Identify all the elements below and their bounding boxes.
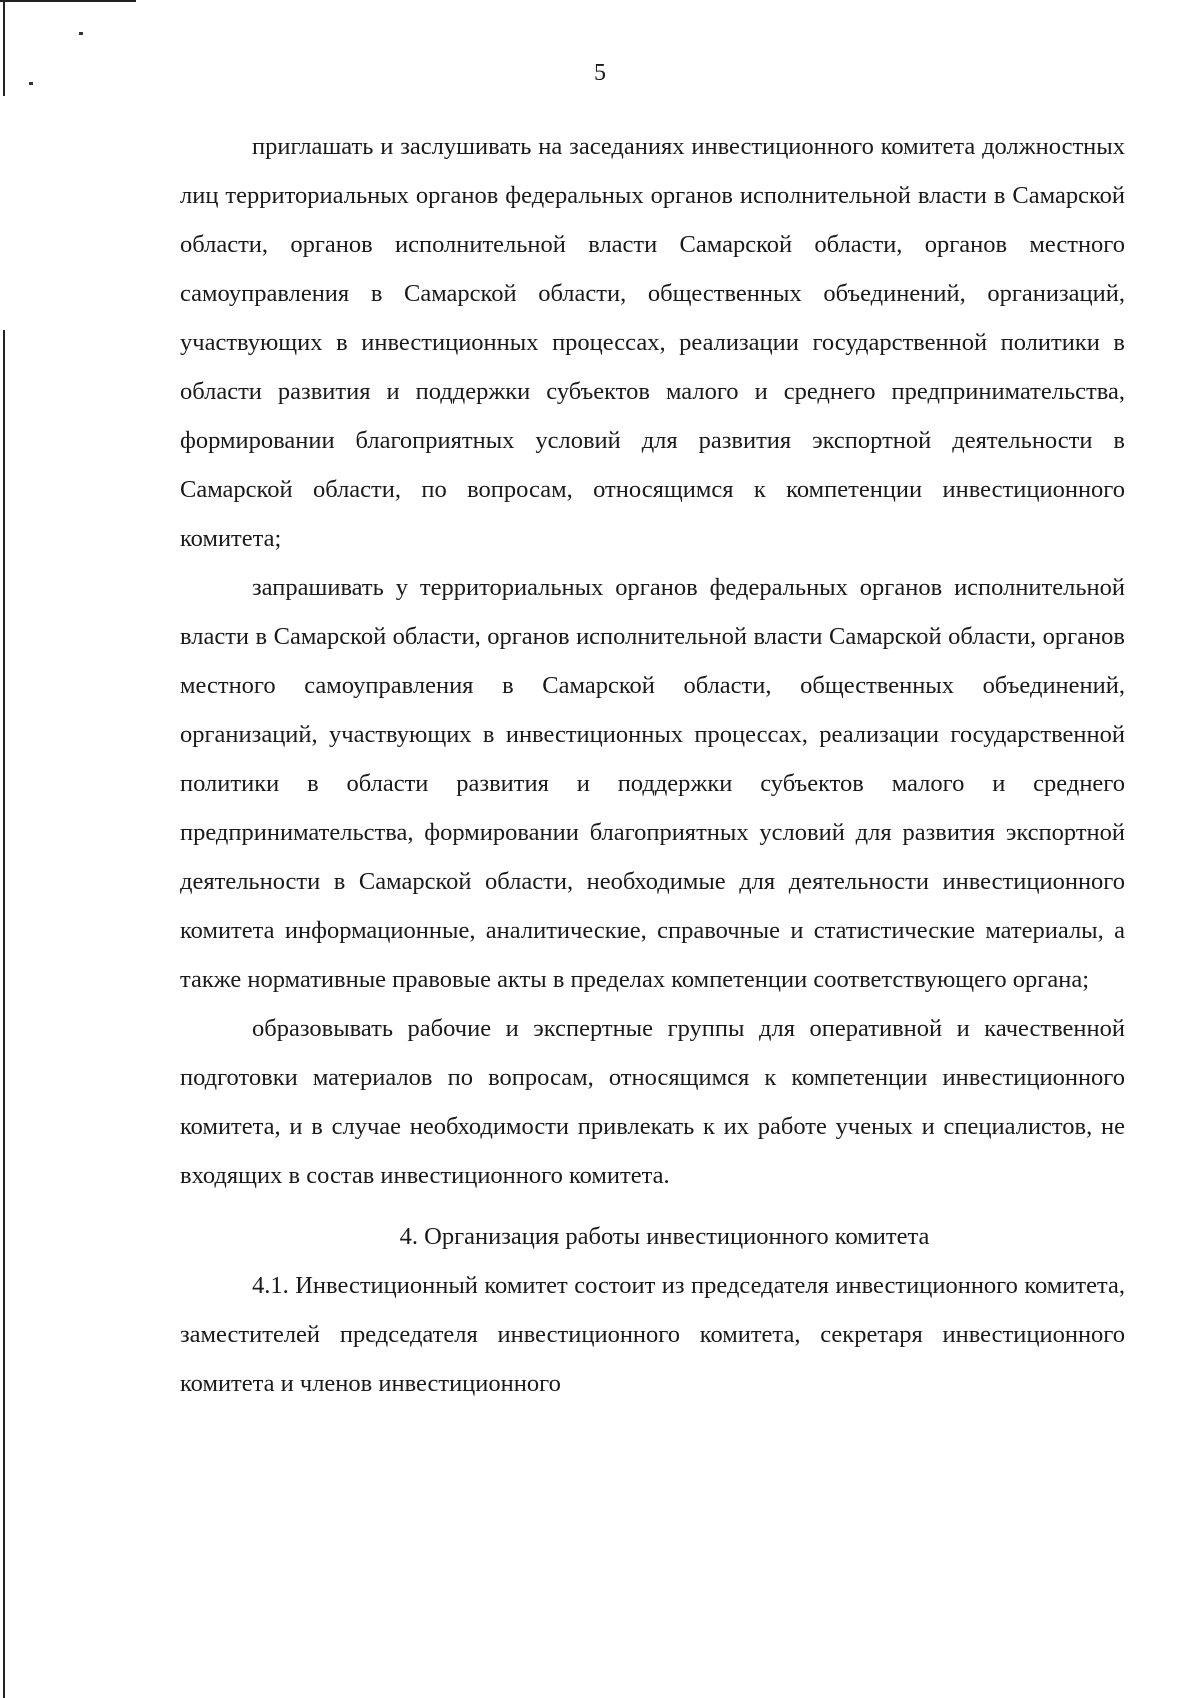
scan-edge-left-lower bbox=[3, 330, 5, 1698]
paragraph-invite-hear: приглашать и заслушивать на заседаниях инвестиционного комитета должностных лиц территориальных органов федеральных органов исполнительной власти в Самарской области, органов исполнительной власти Самарской области, органов местного самоуправления в Самарской области, общественных объединений, организаций, участвующих в инвестиционных процессах, реализации государственной политики в области развития и поддержки субъектов малого и среднего предпринимательства, формировании благоприятных условий для развития экспортной деятельности в Самарской области, по вопросам, относящимся к компетенции инвестиционного комитета; bbox=[180, 133, 1125, 552]
page-number: 5 bbox=[594, 60, 606, 86]
scan-edge-top bbox=[0, 0, 136, 2]
paragraph-form-groups: образовывать рабочие и экспертные группы для оперативной и качественной подготовки материалов по вопросам, относящимся к компетенции инвестиционного комитета, и в случае необходимости привлекать к их работе ученых и специалистов, не входящих в состав инвестиционного комитета. bbox=[180, 1015, 1125, 1189]
section-heading: 4. Организация работы инвестиционного комитета bbox=[399, 1223, 930, 1250]
document-body bbox=[180, 122, 1125, 1408]
paragraph-request-materials: запрашивать у территориальных органов федеральных органов исполнительной власти в Самарской области, органов исполнительной власти Самарской области, органов местного самоуправления в Самарской области, общественных объединений, организаций, участвующих в инвестиционных процессах, реализации государственной политики в области развития и поддержки субъектов малого и среднего предпринимательства, формировании благоприятных условий для развития экспортной деятельности в Самарской области, необходимые для деятельности инвестиционного комитета информационные, аналитические, справочные и статистические материалы, а также нормативные правовые акты в пределах компетенции соответствующего органа; bbox=[180, 574, 1125, 993]
paragraph-4-1: 4.1. Инвестиционный комитет состоит из председателя инвестиционного комитета, заместителей председателя инвестиционного комитета, секретаря инвестиционного комитета и членов инвестиционного bbox=[180, 1272, 1125, 1397]
scan-speck bbox=[79, 32, 83, 35]
